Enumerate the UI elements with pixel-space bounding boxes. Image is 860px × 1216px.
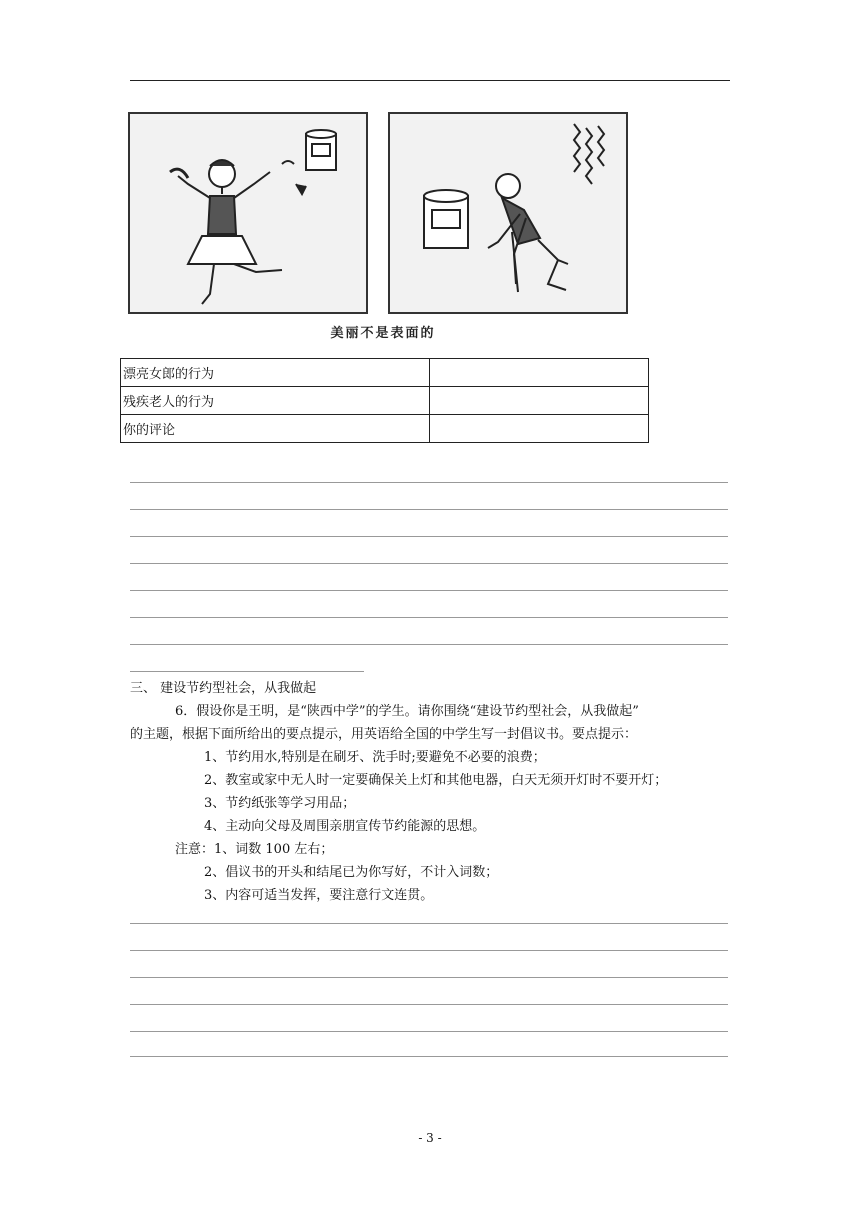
writing-line [130, 671, 364, 672]
cartoon-illustration [128, 108, 638, 348]
point-item: 1、节约用水,特别是在刷牙、洗手时;要避免不必要的浪费； [204, 750, 546, 765]
answer-cell[interactable] [430, 387, 649, 415]
note-item: 2、倡议书的开头和结尾已为你写好，不计入词数； [204, 865, 499, 880]
writing-line [130, 563, 728, 564]
note-item: 3、内容可适当发挥，要注意行文连贯。 [204, 888, 434, 903]
table-row-label: 漂亮女郎的行为 [121, 359, 430, 387]
answer-cell[interactable] [430, 415, 649, 443]
writing-line [130, 1004, 728, 1005]
writing-line [130, 950, 728, 951]
behavior-table [120, 358, 649, 443]
note-label: 注意：1、词数 100 左右； [175, 842, 334, 857]
answer-cell[interactable] [430, 359, 649, 387]
question-6-line-2: 的主题，根据下面所给出的要点提示，用英语给全国的中学生写一封倡议书。要点提示： [130, 727, 638, 742]
old-man-picking-up-drawing [390, 114, 626, 312]
writing-line [130, 482, 728, 483]
writing-line [130, 1056, 728, 1057]
writing-line [130, 509, 728, 510]
writing-line [130, 590, 728, 591]
cartoon-panel-left [128, 112, 368, 314]
table-row-label: 残疾老人的行为 [121, 387, 430, 415]
writing-line [130, 977, 728, 978]
writing-line [130, 617, 728, 618]
writing-line [130, 644, 728, 645]
point-item: 3、节约纸张等学习用品； [204, 796, 356, 811]
table-row [121, 359, 649, 387]
table-row [121, 415, 649, 443]
cartoon-panel-right [388, 112, 628, 314]
table-row-label: 你的评论 [121, 415, 430, 443]
woman-littering-drawing [130, 114, 366, 312]
section-heading: 三、 建设节约型社会，从我做起 [130, 681, 317, 696]
page-number: - 3 - [418, 1131, 442, 1145]
point-item: 2、教室或家中无人时一定要确保关上灯和其他电器，白天无须开灯时不要开灯； [204, 773, 668, 788]
question-6-line-1: 6．假设你是王明，是“陕西中学”的学生。请你围绕“建设节约型社会，从我做起” [175, 704, 639, 719]
writing-line [130, 923, 728, 924]
table-row [121, 387, 649, 415]
point-item: 4、主动向父母及周围亲朋宣传节约能源的思想。 [204, 819, 486, 834]
writing-line [130, 536, 728, 537]
header-rule [130, 80, 730, 81]
cartoon-caption: 美丽不是表面的 [330, 326, 436, 341]
writing-line [130, 1031, 728, 1032]
